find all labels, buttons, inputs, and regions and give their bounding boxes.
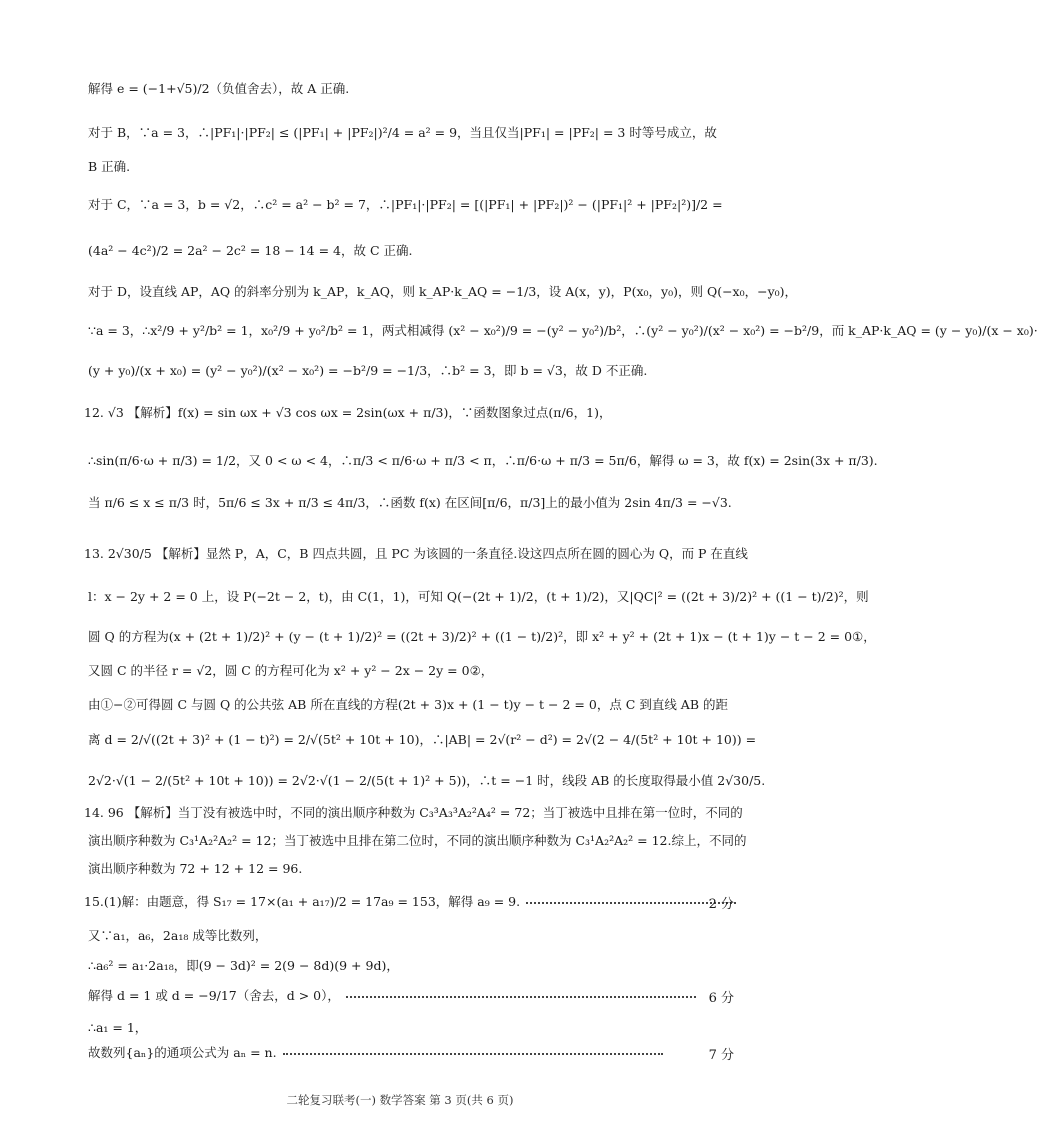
text-line: 对于 C，∵a = 3，b = √2，∴c² = a² − b² = 7，∴|PF₁|·|PF₂| = [(|PF₁| + |PF₂|)² − (|PF₁|² + |PF₂|²)]/2 = <box>88 197 723 212</box>
score-mark: 7 分 <box>708 1048 734 1063</box>
leader-dots <box>283 1052 663 1055</box>
text-line: ∴a₆² = a₁·2a₁₈，即(9 − 3d)² = 2(9 − 8d)(9 + 9d)， <box>88 958 399 973</box>
q15-line: 故数列{aₙ}的通项公式为 aₙ = n. <box>88 1045 277 1060</box>
leader-dots <box>526 901 736 904</box>
text-line: (4a² − 4c²)/2 = 2a² − 2c² = 18 − 14 = 4，故 C 正确. <box>88 243 413 258</box>
text-line: 离 d = 2/√((2t + 3)² + (1 − t)²) = 2/√(5t² + 10t + 10)，∴|AB| = 2√(r² − d²) = 2√(2 − 4/(5t² + 10t + 10)) = <box>88 732 757 747</box>
text-line: l：x − 2y + 2 = 0 上，设 P(−2t − 2，t)，由 C(1，1)，可知 Q(−(2t + 1)/2，(t + 1)/2)，又|QC|² = ((2t + 3)/2)² + ((1 − t)/2)²，则 <box>88 589 869 604</box>
text-line: B 正确. <box>88 159 131 174</box>
q12-header: 12. √3 【解析】f(x) = sin ωx + √3 cos ωx = 2sin(ωx + π/3)，∵函数图象过点(π/6，1)， <box>84 405 612 420</box>
text-line: ∵a = 3，∴x²/9 + y²/b² = 1，x₀²/9 + y₀²/b² = 1，两式相减得 (x² − x₀²)/9 = −(y² − y₀²)/b²，∴(y² − y₀²)/(x² − x₀²) = −b²/9，而 k_AP·k_AQ = (y − y₀)/(x − x₀)· <box>88 323 1038 338</box>
score-mark: 6 分 <box>708 991 734 1006</box>
text-line: 演出顺序种数为 72 + 12 + 12 = 96. <box>88 861 303 876</box>
q15-line: 15.(1)解：由题意，得 S₁₇ = 17×(a₁ + a₁₇)/2 = 17a₉ = 153，解得 a₉ = 9. <box>84 894 521 909</box>
score-mark: 2 分 <box>708 897 734 912</box>
text-line: 2√2·√(1 − 2/(5t² + 10t + 10)) = 2√2·√(1 − 2/(5(t + 1)² + 5))，∴t = −1 时，线段 AB 的长度取得最小值 2√30/5. <box>88 773 766 788</box>
text-line <box>88 1044 748 1062</box>
text-line: 又∵a₁，a₆，2a₁₈ 成等比数列， <box>88 928 268 943</box>
text-line: 对于 B，∵a = 3，∴|PF₁|·|PF₂| ≤ (|PF₁| + |PF₂|)²/4 = a² = 9，当且仅当|PF₁| = |PF₂| = 3 时等号成立，故 <box>88 125 717 140</box>
q15-header <box>84 893 744 911</box>
q14-header: 14. 96 【解析】当丁没有被选中时，不同的演出顺序种数为 C₃³A₃³A₂²A₄² = 72；当丁被选中且排在第一位时，不同的 <box>84 805 743 820</box>
text-line: 由①−②可得圆 C 与圆 Q 的公共弦 AB 所在直线的方程(2t + 3)x + (1 − t)y − t − 2 = 0，点 C 到直线 AB 的距 <box>88 697 728 712</box>
page-footer: 二轮复习联考(一) 数学答案 第 3 页(共 6 页) <box>286 1093 514 1107</box>
q13-header: 13. 2√30/5 【解析】显然 P，A，C，B 四点共圆，且 PC 为该圆的一条直径.设这四点所在圆的圆心为 Q，而 P 在直线 <box>84 546 748 561</box>
text-line: 对于 D，设直线 AP，AQ 的斜率分别为 k_AP，k_AQ，则 k_AP·k_AQ = −1/3，设 A(x，y)，P(x₀，y₀)，则 Q(−x₀，−y₀)， <box>88 284 798 299</box>
leader-dots <box>346 995 696 998</box>
text-line: (y + y₀)/(x + x₀) = (y² − y₀²)/(x² − x₀²) = −b²/9 = −1/3，∴b² = 3，即 b = √3，故 D 不正确. <box>88 363 648 378</box>
text-line: 圆 Q 的方程为(x + (2t + 1)/2)² + (y − (t + 1)/2)² = ((2t + 3)/2)² + ((1 − t)/2)²，即 x² + y² + (2t + 1)x − (t + 1)y − t − 2 = 0①， <box>88 629 876 644</box>
q15-line: 解得 d = 1 或 d = −9/17（舍去，d > 0）， <box>88 988 340 1003</box>
text-line: 又圆 C 的半径 r = √2，圆 C 的方程可化为 x² + y² − 2x − 2y = 0②， <box>88 663 494 678</box>
text-line <box>88 987 748 1005</box>
text-line: 演出顺序种数为 C₃¹A₂²A₂² = 12；当丁被选中且排在第二位时，不同的演出顺序种数为 C₃¹A₂²A₂² = 12.综上，不同的 <box>88 833 747 848</box>
text-line: 解得 e = (−1+√5)/2（负值舍去），故 A 正确. <box>88 81 350 96</box>
text-line: ∴sin(π/6·ω + π/3) = 1/2，又 0 < ω < 4，∴π/3 < π/6·ω + π/3 < π，∴π/6·ω + π/3 = 5π/6，解得 ω = 3，故 f(x) = 2sin(3x + π/3). <box>88 453 878 468</box>
text-line: 当 π/6 ≤ x ≤ π/3 时，5π/6 ≤ 3x + π/3 ≤ 4π/3，∴函数 f(x) 在区间[π/6，π/3]上的最小值为 2sin 4π/3 = −√3. <box>88 495 732 510</box>
text-line: ∴a₁ = 1， <box>88 1020 148 1035</box>
